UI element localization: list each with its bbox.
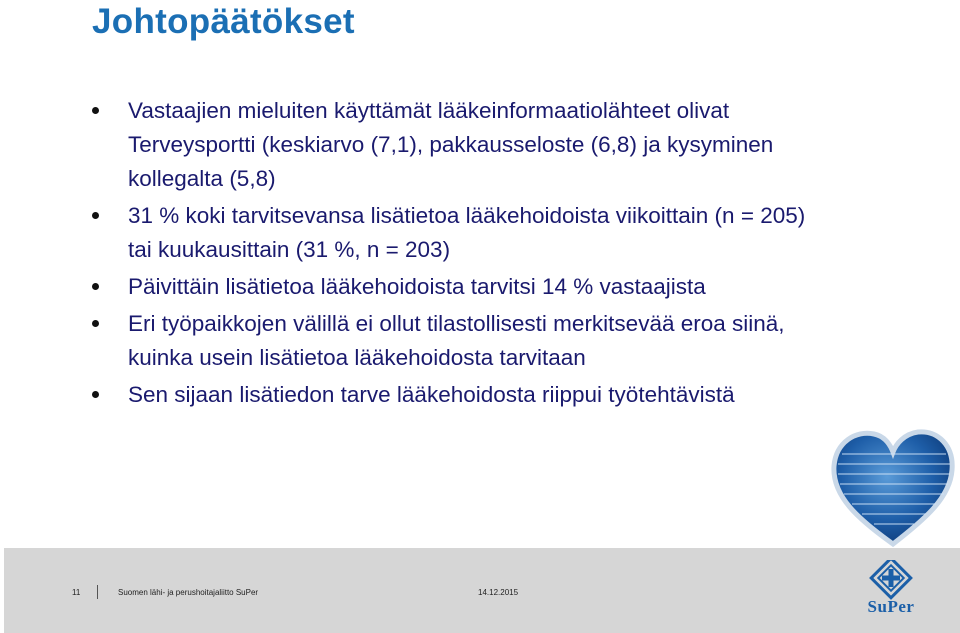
bullet-item — [92, 199, 812, 267]
bullet-text: Sen sijaan lisätiedon tarve lääkehoidosta riippui työtehtävistä — [128, 382, 735, 407]
footer-date: 14.12.2015 — [478, 588, 519, 597]
organization-name: Suomen lähi- ja perushoitajaliitto SuPer — [118, 588, 259, 597]
page-number: 11 — [72, 588, 81, 597]
bullet-item — [92, 94, 812, 196]
bullet-dot-icon — [92, 283, 99, 290]
bullet-text: 31 % koki tarvitsevansa lisätietoa lääkehoidoista viikoittain (n = 205) tai kuukausittain (31 %, n = 203) — [128, 203, 806, 262]
bullet-dot-icon — [92, 107, 99, 114]
slide-footer — [0, 548, 960, 633]
footer-separator — [97, 585, 98, 599]
logo-text: SuPer — [867, 597, 915, 616]
bullet-item — [92, 307, 812, 375]
bullet-dot-icon — [92, 320, 99, 327]
bullet-text: Päivittäin lisätietoa lääkehoidoista tarvitsi 14 % vastaajista — [128, 274, 706, 299]
bullet-dot-icon — [92, 391, 99, 398]
slide-title: Johtopäätökset — [92, 2, 355, 41]
bullet-text: Vastaajien mieluiten käyttämät lääkeinformaatiolähteet olivat Terveysportti (keskiarvo (7,1), pakkausseloste (6,8) ja kysyminen kollegalta (5,8) — [128, 98, 774, 191]
bullet-dot-icon — [92, 212, 99, 219]
bullet-item — [92, 378, 812, 412]
footer-edge — [0, 548, 4, 633]
bullet-text: Eri työpaikkojen välillä ei ollut tilastollisesti merkitsevää eroa siinä, kuinka usein lisätietoa lääkehoidosta tarvitaan — [128, 311, 785, 370]
bullet-item — [92, 270, 812, 304]
heart-decoration-icon — [828, 424, 958, 550]
bullet-list — [92, 94, 812, 415]
